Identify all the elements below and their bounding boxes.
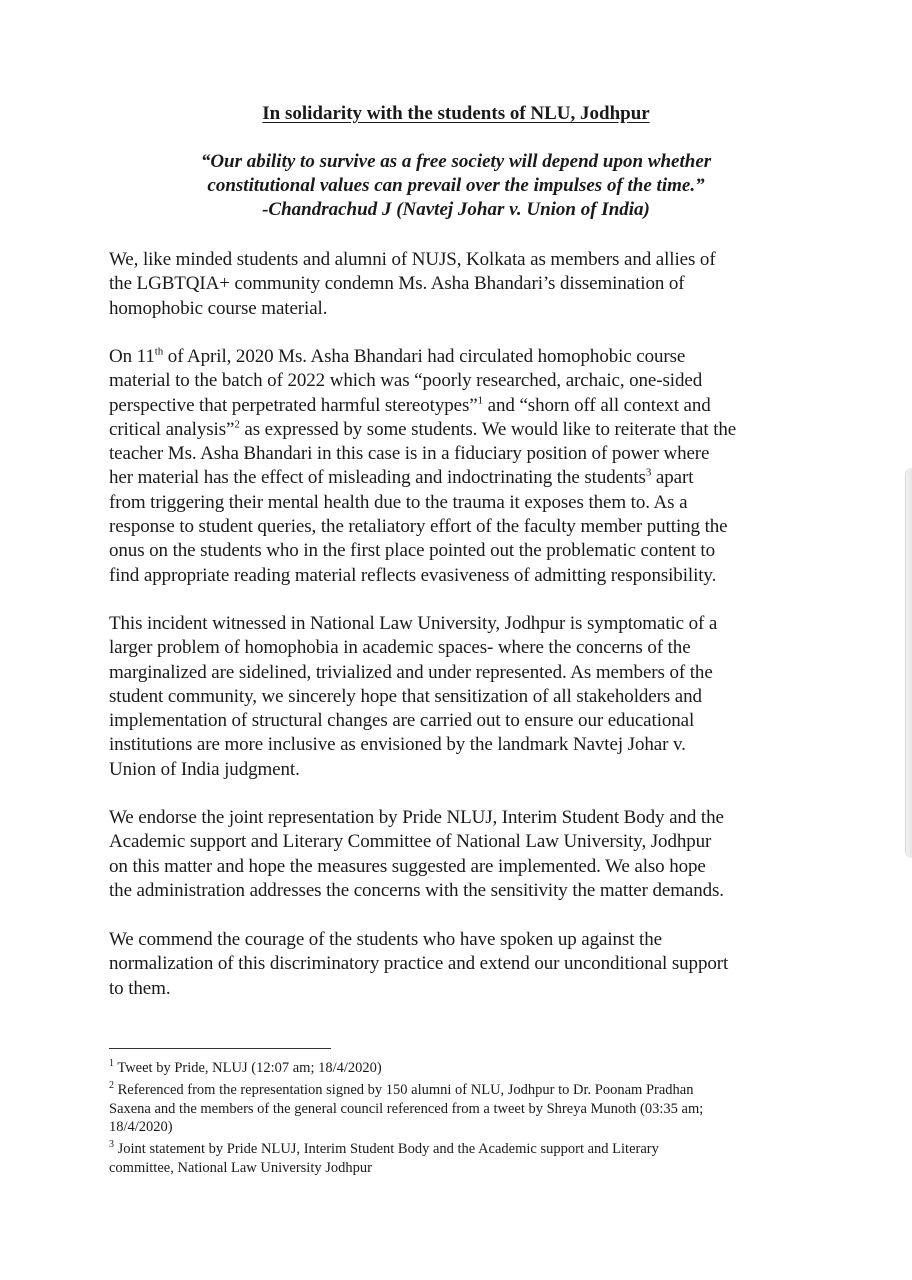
footnote-separator <box>109 1048 331 1049</box>
text-line: We, like minded students and alumni of NUJS, Kolkata as members and allies of <box>109 249 716 270</box>
page-edge-handle[interactable] <box>905 468 912 858</box>
text-line: marginalized are sidelined, trivialized and under represented. As members of the <box>109 661 713 683</box>
footnote-ref-3[interactable]: 3 <box>645 467 652 480</box>
text-line: homophobic course material. <box>109 297 328 319</box>
text-line: teacher Ms. Asha Bhandari in this case is in a fiduciary position of power where <box>109 443 710 465</box>
paragraph-5 <box>109 928 829 1001</box>
paragraph-1 <box>109 248 829 321</box>
document-title: In solidarity with the students of NLU, Jodhpur <box>262 103 650 124</box>
text-line: from triggering their mental health due to the trauma it exposes them to. As a <box>109 491 688 513</box>
footnote-ref-2[interactable]: 2 <box>234 418 240 431</box>
quote-line: constitutional values can prevail over the impulses of the time.” <box>207 175 705 196</box>
quote-attribution: -Chandrachud J (Navtej Johar v. Union of India) <box>262 199 650 220</box>
footnote-line: $^2$ Referenced from the representation signed by 150 alumni of NLU, Jodhpur to Dr. Poonam Pradhan <box>109 1080 694 1098</box>
text-line: critical analysis”$^2$ as expressed by some students. We would like to reiterate that the <box>109 418 737 440</box>
text-line: Academic support and Literary Committee of National Law University, Jodhpur <box>109 831 712 853</box>
text-line: student community, we sincerely hope that sensitization of all stakeholders and <box>109 685 702 707</box>
footnote-line: $^3$ Joint statement by Pride NLUJ, Interim Student Body and the Academic support and Literary <box>109 1139 659 1157</box>
quote-line: “Our ability to survive as a free society will depend upon whether <box>200 151 712 172</box>
footnote-line: Saxena and the members of the general council referenced from a tweet by Shreya Munoth (03:35 am; <box>109 1100 704 1117</box>
text-line: Union of India judgment. <box>109 758 300 780</box>
text-line: onus on the students who in the first place pointed out the problematic content to <box>109 540 716 562</box>
text-line: the LGBTQIA+ community condemn Ms. Asha Bhandari’s dissemination of <box>109 273 685 295</box>
text-line: to them. <box>109 977 171 999</box>
text-line: her material has the effect of misleading and indoctrinating the students$^3$ apart <box>109 467 694 489</box>
text-line: We commend the courage of the students who have spoken up against the <box>109 929 662 950</box>
text-line: on this matter and hope the measures suggested are implemented. We also hope <box>109 855 706 877</box>
text-line: response to student queries, the retaliatory effort of the faculty member putting the <box>109 516 728 538</box>
text-line: We endorse the joint representation by Pride NLUJ, Interim Student Body and the <box>109 807 724 828</box>
footnote-line: $^1$ Tweet by Pride, NLUJ (12:07 am; 18/4/2020) <box>109 1058 382 1076</box>
superscript: th <box>154 345 164 358</box>
footnote-1 <box>109 1059 809 1078</box>
text-line: larger problem of homophobia in academic spaces- where the concerns of the <box>109 637 691 659</box>
paragraph-3 <box>109 612 829 782</box>
text-line: On 11th of April, 2020 Ms. Asha Bhandari had circulated homophobic course <box>109 345 686 367</box>
epigraph-quote <box>140 150 772 222</box>
text-line: find appropriate reading material reflects evasiveness of admitting responsibility. <box>109 564 717 586</box>
footnote-2 <box>109 1081 809 1137</box>
footnote-line: committee, National Law University Jodhpur <box>109 1159 372 1176</box>
text-line: This incident witnessed in National Law University, Jodhpur is symptomatic of a <box>109 613 718 634</box>
text-line: material to the batch of 2022 which was “poorly researched, archaic, one-sided <box>109 370 703 392</box>
footnote-line: 18/4/2020) <box>109 1119 173 1135</box>
footnote-3 <box>109 1140 809 1177</box>
text-line: perspective that perpetrated harmful stereotypes”$^1$ and “shorn off all context and <box>109 394 711 416</box>
paragraph-2 <box>109 345 829 588</box>
text-line: implementation of structural changes are carried out to ensure our educational <box>109 710 695 732</box>
text-line: normalization of this discriminatory practice and extend our unconditional support <box>109 953 729 975</box>
text-line: the administration addresses the concerns with the sensitivity the matter demands. <box>109 879 724 901</box>
footnote-ref-1[interactable]: 1 <box>477 394 484 407</box>
text-line: institutions are more inclusive as envisioned by the landmark Navtej Johar v. <box>109 734 686 756</box>
paragraph-4 <box>109 806 829 903</box>
